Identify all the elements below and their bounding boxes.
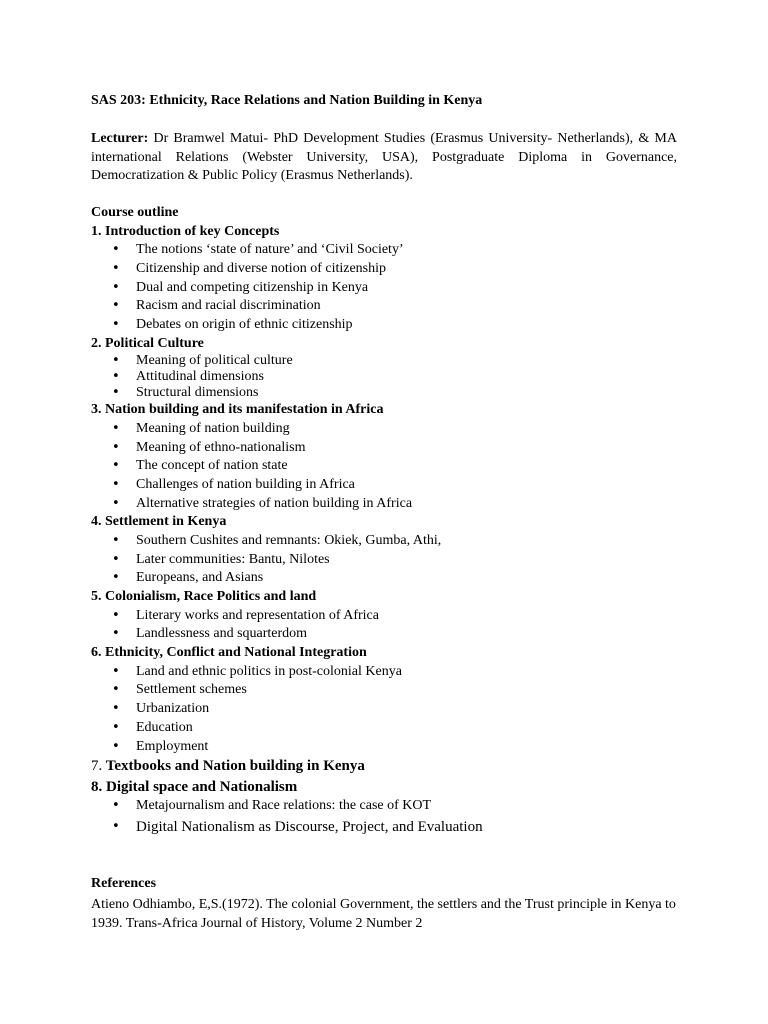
list-item: • Meaning of nation building xyxy=(91,420,691,439)
course-outline xyxy=(91,204,691,838)
section-heading: 6. Ethnicity, Conflict and National Integration xyxy=(91,645,367,661)
references-section xyxy=(91,875,691,933)
section-heading xyxy=(91,756,691,777)
list-item: • Debates on origin of ethnic citizenship xyxy=(91,316,691,335)
lecturer-details: Dr Bramwel Matui- PhD Development Studies (Erasmus University- Netherlands), & MA international Relations (Webster University, USA), Postgraduate Diploma in Governance, Democratization & Public Policy (Erasmus Netherlands). xyxy=(91,131,677,183)
list-item: • Dual and competing citizenship in Kenya xyxy=(91,279,691,298)
section-number: 7. xyxy=(91,758,103,775)
outline-heading: Course outline xyxy=(91,205,179,220)
section-item-list xyxy=(91,797,691,838)
list-item: • Racism and racial discrimination xyxy=(91,297,691,316)
list-item: • Citizenship and diverse notion of citizenship xyxy=(91,260,691,279)
list-item: • Attitudinal dimensions xyxy=(91,369,691,385)
section-heading: 3. Nation building and its manifestation in Africa xyxy=(91,402,384,418)
section-heading: 4. Settlement in Kenya xyxy=(91,514,227,530)
list-item: • Land and ethnic politics in post-colonial Kenya xyxy=(91,663,691,682)
list-item: • Southern Cushites and remnants: Okiek, Gumba, Athi, xyxy=(91,532,691,551)
section-item-list xyxy=(91,532,691,588)
section-item-list xyxy=(91,663,691,757)
reference-entry: Atieno Odhiambo, E,S.(1972). The colonial Government, the settlers and the Trust principle in Kenya to 1939. Trans-Africa Journal of History, Volume 2 Number 2 xyxy=(91,897,676,931)
section-item-list xyxy=(91,241,691,335)
list-item: • The concept of nation state xyxy=(91,457,691,476)
list-item: • Challenges of nation building in Africa xyxy=(91,476,691,495)
list-item: • Metajournalism and Race relations: the case of KOT xyxy=(91,797,691,816)
list-item: • Education xyxy=(91,719,691,738)
section-item-list xyxy=(91,353,691,401)
section-heading: 1. Introduction of key Concepts xyxy=(91,223,280,239)
list-item: • Europeans, and Asians xyxy=(91,569,691,588)
list-item: • Meaning of ethno-nationalism xyxy=(91,439,691,458)
list-item: • Meaning of political culture xyxy=(91,353,691,369)
list-item: • Landlessness and squarterdom xyxy=(91,625,691,644)
section-heading-text: Textbooks and Nation building in Kenya xyxy=(105,758,365,775)
section-heading: 8. Digital space and Nationalism xyxy=(91,778,298,795)
list-item: • Structural dimensions xyxy=(91,385,691,401)
list-item: • Literary works and representation of Africa xyxy=(91,607,691,626)
section-heading: 2. Political Culture xyxy=(91,335,204,351)
list-item: • Alternative strategies of nation building in Africa xyxy=(91,495,691,514)
list-item: • Employment xyxy=(91,738,691,757)
list-item: • Settlement schemes xyxy=(91,681,691,700)
section-item-list xyxy=(91,420,691,514)
list-item: • Later communities: Bantu, Nilotes xyxy=(91,551,691,570)
lecturer-label: Lecturer: xyxy=(91,131,149,146)
list-item: • Digital Nationalism as Discourse, Project, and Evaluation xyxy=(91,816,691,838)
list-item: • Urbanization xyxy=(91,700,691,719)
lecturer-paragraph xyxy=(91,130,677,186)
references-heading: References xyxy=(91,876,157,891)
section-item-list xyxy=(91,607,691,644)
section-heading: 5. Colonialism, Race Politics and land xyxy=(91,589,317,605)
list-item: • The notions ‘state of nature’ and ‘Civil Society’ xyxy=(91,241,691,260)
course-title: SAS 203: Ethnicity, Race Relations and Nation Building in Kenya xyxy=(91,93,483,108)
